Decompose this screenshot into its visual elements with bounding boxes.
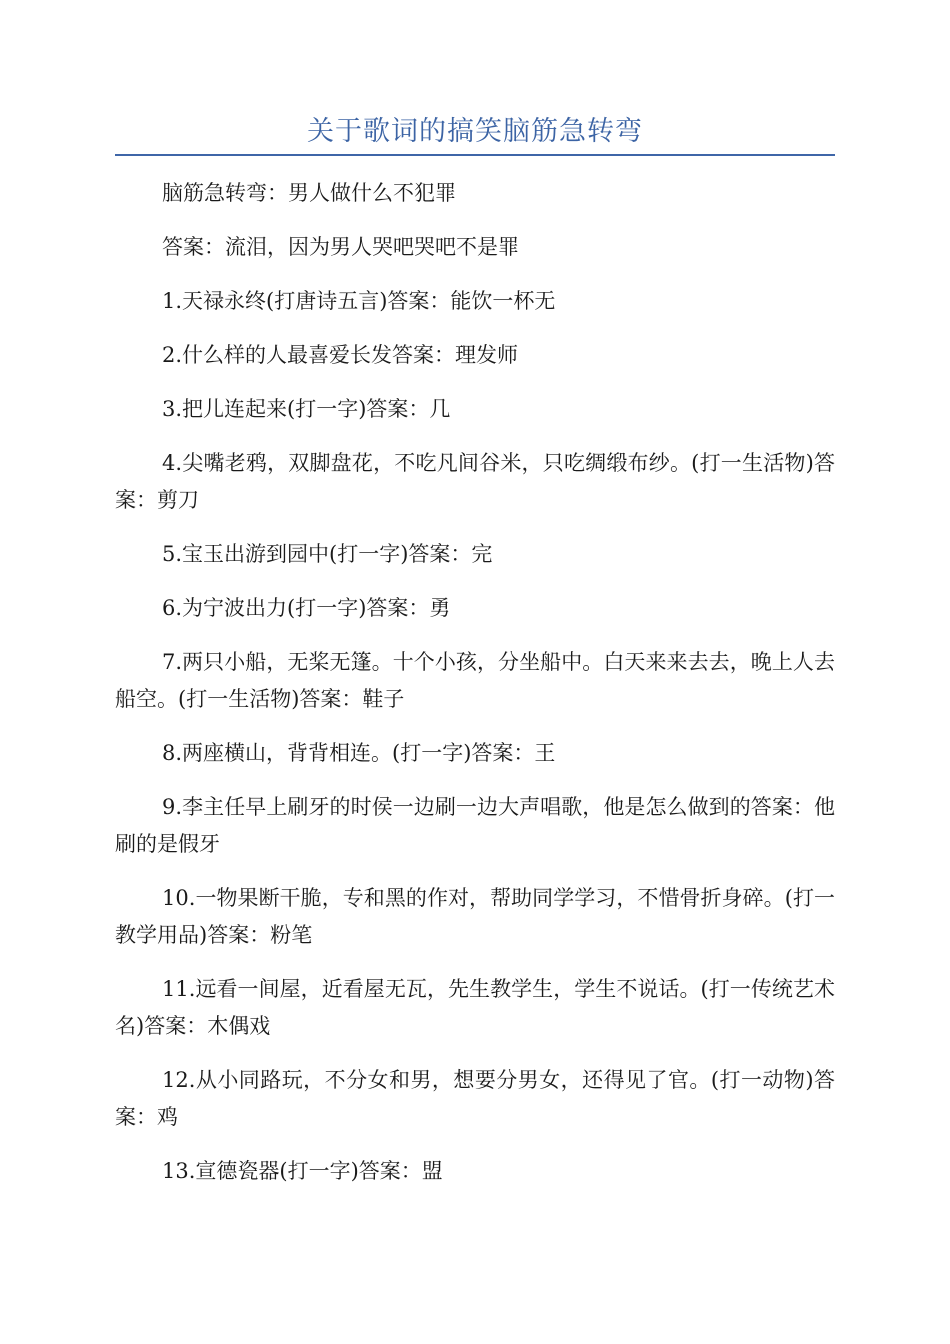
document-body xyxy=(115,175,835,1207)
paragraph-item-5: 5.宝玉出游到园中(打一字)答案：完 xyxy=(162,542,493,566)
paragraph-item-4: 4.尖嘴老鸦，双脚盘花，不吃凡间谷米，只吃绸缎布纱。(打一生活物)答案：剪刀 xyxy=(115,451,835,512)
paragraph-item-9: 9.李主任早上刷牙的时侯一边刷一边大声唱歌，他是怎么做到的答案：他刷的是假牙 xyxy=(115,795,835,856)
paragraph-riddle-intro: 脑筋急转弯：男人做什么不犯罪 xyxy=(162,181,456,205)
paragraph-item-13: 13.宣德瓷器(打一字)答案：盟 xyxy=(162,1159,443,1183)
paragraph-item-6: 6.为宁波出力(打一字)答案：勇 xyxy=(162,596,451,620)
paragraph-item-1: 1.天禄永终(打唐诗五言)答案：能饮一杯无 xyxy=(162,289,556,313)
paragraph-item-3: 3.把儿连起来(打一字)答案：几 xyxy=(162,397,451,421)
paragraph-item-8: 8.两座横山，背背相连。(打一字)答案：王 xyxy=(162,741,556,765)
title-underline xyxy=(115,154,835,156)
paragraph-item-12: 12.从小同路玩，不分女和男，想要分男女，还得见了官。(打一动物)答案：鸡 xyxy=(115,1068,835,1129)
paragraph-item-2: 2.什么样的人最喜爱长发答案：理发师 xyxy=(162,343,519,367)
paragraph-riddle-intro-answer: 答案：流泪，因为男人哭吧哭吧不是罪 xyxy=(162,235,519,259)
paragraph-item-10: 10.一物果断干脆，专和黑的作对，帮助同学学习，不惜骨折身碎。(打一教学用品)答案：粉笔 xyxy=(115,886,835,947)
paragraph-item-11: 11.远看一间屋，近看屋无瓦，先生教学生，学生不说话。(打一传统艺术名)答案：木偶戏 xyxy=(115,977,835,1038)
paragraph-item-7: 7.两只小船，无桨无篷。十个小孩，分坐船中。白天来来去去，晚上人去船空。(打一生活物)答案：鞋子 xyxy=(115,650,835,711)
page-title: 关于歌词的搞笑脑筋急转弯 xyxy=(307,116,643,147)
